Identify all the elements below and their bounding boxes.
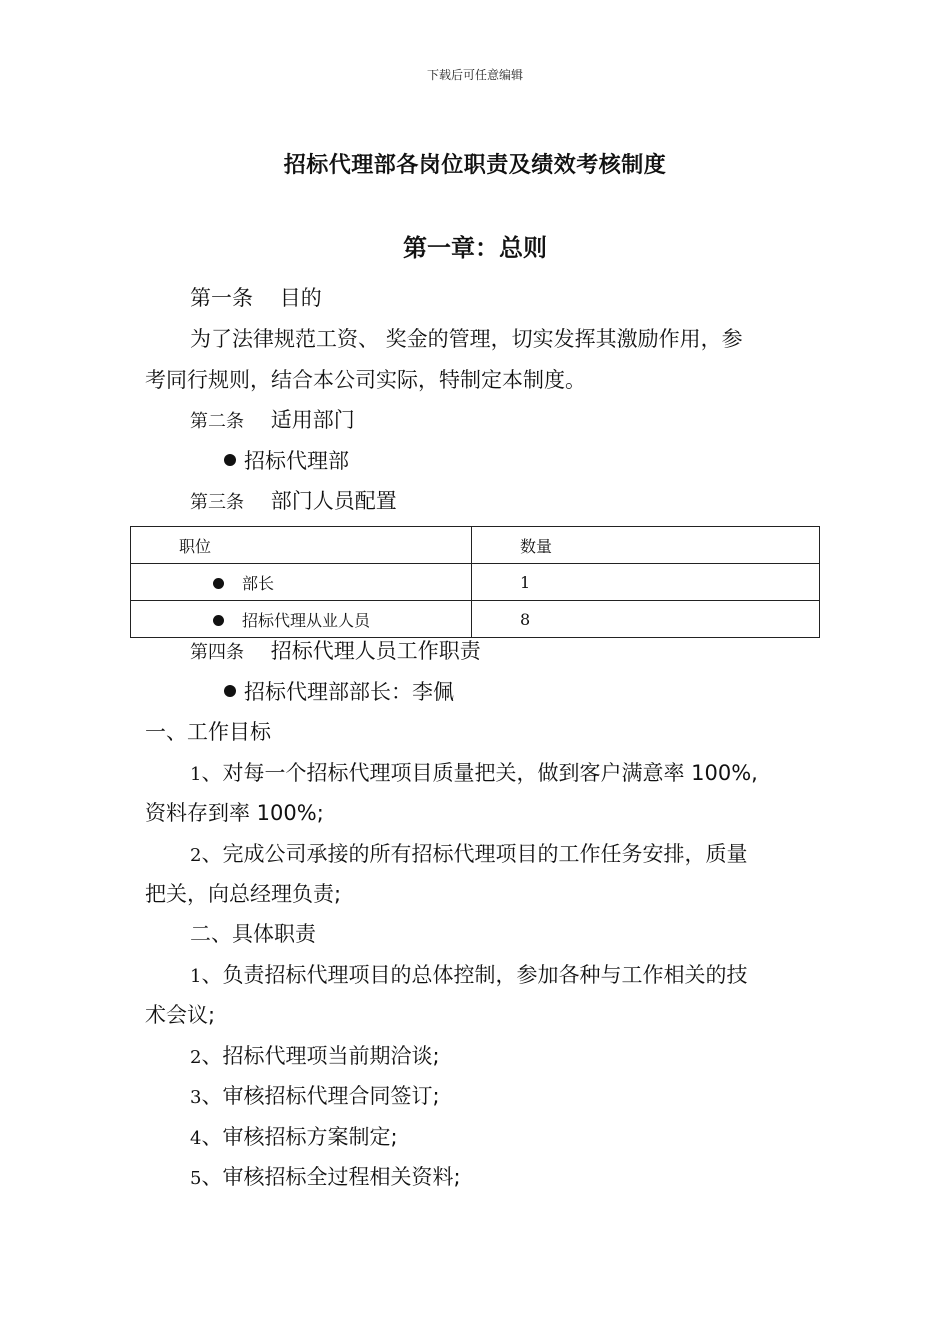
article-2-bullet	[224, 447, 349, 475]
section-2-item-5: 5、审核招标全过程相关资料;	[190, 1165, 461, 1189]
table-row	[131, 601, 820, 638]
article-2-heading	[190, 406, 355, 436]
section-2-item-2: 2、招标代理项当前期洽谈;	[190, 1044, 440, 1068]
table-header-cell: 数量	[472, 527, 820, 564]
article-4-heading	[190, 637, 481, 667]
bullet-dot-icon	[213, 615, 224, 626]
section-2-item-3: 3、审核招标代理合同签订;	[190, 1084, 440, 1108]
article-4-title: 招标代理人员工作职责	[270, 639, 481, 663]
article-4-bullet-text: 招标代理部部长：李佩	[244, 680, 454, 704]
header-note: 下载后可任意编辑	[426, 68, 523, 82]
table-row	[131, 564, 820, 601]
article-3-title: 部门人员配置	[270, 489, 397, 513]
chapter-heading: 第一章：总则	[403, 234, 547, 262]
section-1-item-2-line-1: 2、完成公司承接的所有招标代理项目的工作任务安排，质量	[190, 842, 748, 866]
section-2-heading: 二、具体职责	[190, 922, 316, 946]
section-1-heading: 一、工作目标	[145, 720, 271, 744]
article-1-paragraph-line-1: 为了法律规范工资、 奖金的管理，切实发挥其激励作用，参	[190, 327, 743, 351]
table-header-row	[131, 527, 820, 564]
article-2-label: 第二条	[190, 411, 244, 432]
staff-table	[130, 526, 820, 638]
article-1-paragraph-line-2: 考同行规则，结合本公司实际，特制定本制度。	[145, 368, 586, 392]
section-2-item-1-line-1: 1、负责招标代理项目的总体控制，参加各种与工作相关的技	[190, 963, 748, 987]
table-cell-count: 1	[472, 564, 820, 601]
table-cell-position: 部长	[131, 564, 472, 601]
table-header-cell: 职位	[131, 527, 472, 564]
article-1-title: 目的	[279, 286, 322, 310]
bullet-dot-icon	[224, 454, 236, 466]
article-3-heading	[190, 487, 397, 517]
bullet-dot-icon	[224, 685, 236, 697]
article-4-label: 第四条	[190, 642, 244, 663]
article-2-title: 适用部门	[270, 408, 355, 432]
section-2-item-1-line-2: 术会议;	[145, 1003, 216, 1027]
document-title: 招标代理部各岗位职责及绩效考核制度	[283, 153, 667, 178]
section-2-item-4: 4、审核招标方案制定;	[190, 1125, 398, 1149]
section-1-item-1-line-2: 资料存到率 100%;	[145, 801, 324, 825]
article-1-heading	[190, 284, 322, 312]
article-1-label: 第一条	[190, 286, 253, 310]
article-4-bullet	[224, 678, 454, 706]
table-cell-position: 招标代理从业人员	[131, 601, 472, 638]
article-3-label: 第三条	[190, 492, 244, 513]
section-1-item-1-line-1: 1、对每一个招标代理项目质量把关，做到客户满意率 100%,	[190, 761, 758, 785]
table-cell-count: 8	[472, 601, 820, 638]
section-1-item-2-line-2: 把关，向总经理负责;	[145, 882, 342, 906]
bullet-dot-icon	[213, 578, 224, 589]
article-2-bullet-text: 招标代理部	[244, 449, 349, 473]
